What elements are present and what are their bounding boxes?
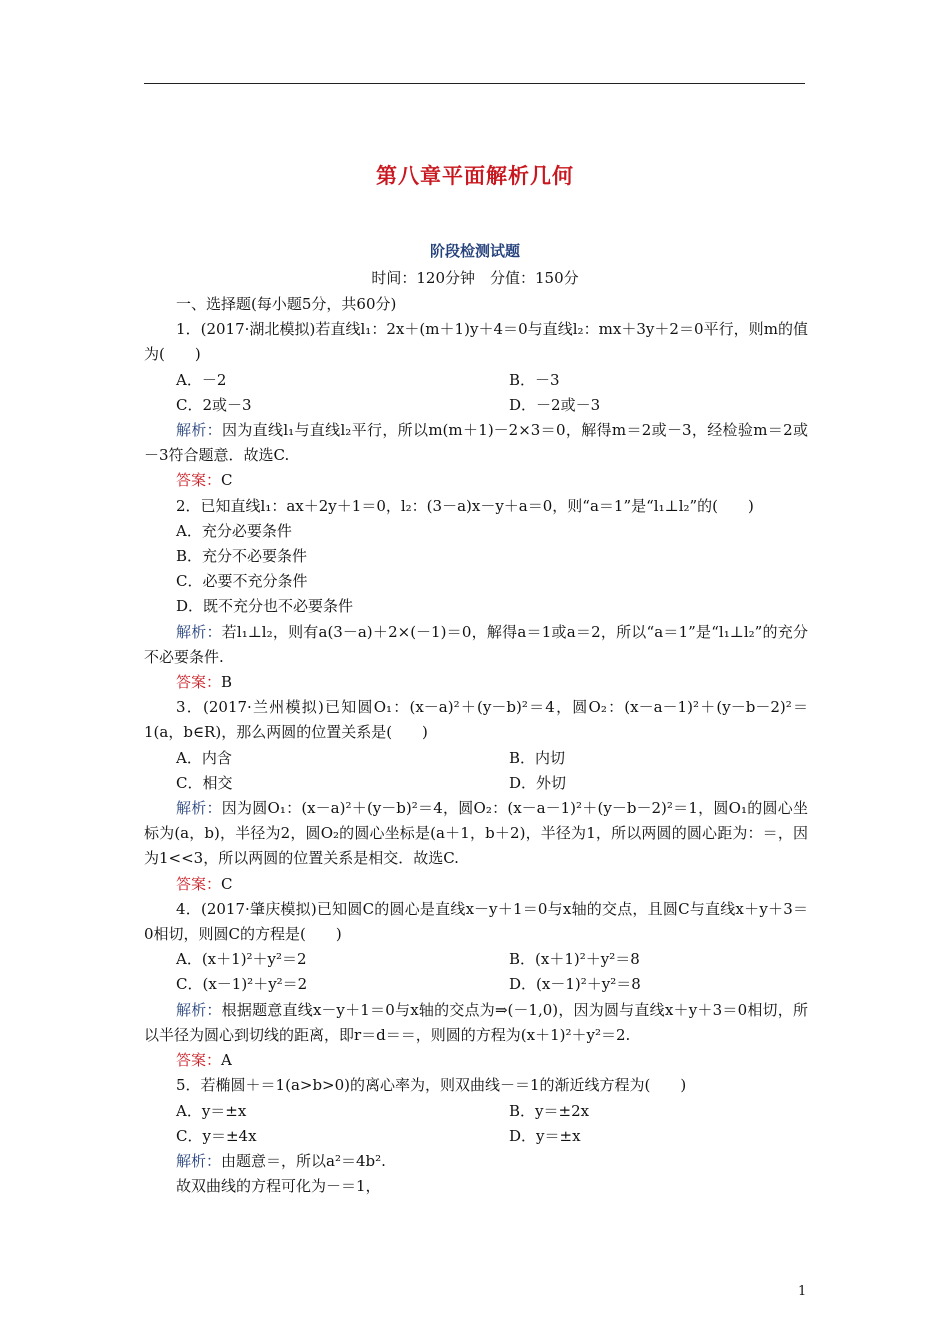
option-d: D．－2或－3 [509,395,601,414]
analysis-continuation: 故双曲线的方程可化为－＝1， [176,1177,381,1196]
option-row [144,746,808,771]
answer-label: 答案： [176,673,222,692]
option-row [144,947,808,972]
question-stem: 5．若椭圆＋＝1(a>b>0)的离心率为，则双曲线－＝1的渐近线方程为( ) [176,1076,687,1095]
option-row [144,771,808,796]
option-b: B．充分不必要条件 [176,547,308,566]
option-row [144,368,808,393]
option-row [144,393,808,418]
option-row [144,1099,808,1124]
analysis [144,1149,808,1174]
option-d: D．外切 [509,773,567,792]
analysis-label: 解析： [176,1151,222,1170]
option-c: C．必要不充分条件 [176,572,308,591]
option-b: B．－3 [509,370,560,389]
answer-label: 答案： [176,471,222,490]
option-b: B．y＝±2x [509,1101,590,1120]
answer [144,1048,808,1073]
analysis [144,418,808,468]
question-content [144,292,808,1199]
analysis-text: 由题意＝，所以a²＝4b². [221,1151,386,1170]
analysis-text: 因为直线l₁与直线l₂平行，所以m(m＋1)－2×3＝0，解得m＝2或－3，经检验m＝2或－3符合题意．故选C. [144,421,808,465]
option-a: A．充分必要条件 [176,521,292,540]
option-a: A．y＝±x [176,1101,247,1120]
option-b: B．(x＋1)²＋y²＝8 [509,950,640,969]
answer-value: A [221,1051,232,1070]
answer [144,872,808,897]
answer-value: C [221,874,233,893]
analysis-label: 解析： [176,622,222,641]
section-heading: 一、选择题(每小题5分，共60分) [176,295,397,313]
test-subtitle: 阶段检测试题 [429,242,520,260]
option-a: A．－2 [176,370,227,389]
analysis [144,796,808,872]
option-c: C．y＝±4x [176,1126,257,1145]
option-a: A．内含 [176,748,232,767]
option-row [144,1124,808,1149]
option-c: C．2或－3 [176,395,252,414]
analysis-label: 解析： [176,1000,222,1019]
analysis-text: 根据题意直线x－y＋1＝0与x轴的交点为⇒(－1,0)，因为圆与直线x＋y＋3＝0相切，所以半径为圆心到切线的距离，即r＝d＝＝，则圆的方程为(x＋1)²＋y²＝2. [144,1000,808,1044]
option-c: C．相交 [176,773,233,792]
question-stem: 1．(2017·湖北模拟)若直线l₁：2x＋(m＋1)y＋4＝0与直线l₂：mx＋3y＋2＝0平行，则m的值为( ) [144,320,808,364]
page-number: 1 [798,1284,807,1299]
analysis-text: 若l₁⊥l₂，则有a(3－a)＋2×(－1)＝0，解得a＝1或a＝2，所以“a＝1”是“l₁⊥l₂”的充分不必要条件. [144,622,808,666]
analysis-label: 解析： [176,421,223,440]
answer [144,468,808,493]
question-stem: 3．(2017·兰州模拟)已知圆O₁：(x－a)²＋(y－b)²＝4，圆O₂：(x－a－1)²＋(y－b－2)²＝1(a，b∈R)，那么两圆的位置关系是( ) [144,698,808,742]
analysis-label: 解析： [176,799,222,818]
analysis-text: 因为圆O₁：(x－a)²＋(y－b)²＝4，圆O₂：(x－a－1)²＋(y－b－2)²＝1，圆O₁的圆心坐标为(a，b)，半径为2，圆O₂的圆心坐标是(a＋1，b＋2)，半径为1，所以两圆的圆心距为：＝，因为1<<3，所以两圆的位置关系是相交．故选C. [144,799,808,868]
answer [144,670,808,695]
option-a: A．(x＋1)²＋y²＝2 [176,950,307,969]
question-stem: 4．(2017·肇庆模拟)已知圆C的圆心是直线x－y＋1＝0与x轴的交点，且圆C与直线x＋y＋3＝0相切，则圆C的方程是( ) [144,899,808,944]
option-d: D．既不充分也不必要条件 [176,597,354,616]
chapter-title: 第八章平面解析几何 [376,163,574,188]
answer-label: 答案： [176,874,222,893]
analysis [144,998,808,1048]
option-row [144,972,808,997]
option-b: B．内切 [509,748,566,767]
question-stem: 2．已知直线l₁：ax＋2y＋1＝0，l₂：(3－a)x－y＋a＝0，则“a＝1”是“l₁⊥l₂”的( ) [176,496,754,515]
option-c: C．(x－1)²＋y²＝2 [176,975,308,994]
analysis [144,620,808,670]
answer-label: 答案： [176,1051,222,1070]
header-rule [144,83,805,84]
option-d: D．y＝±x [509,1126,581,1145]
time-score-info: 时间：120分钟 分值：150分 [371,269,579,287]
option-d: D．(x－1)²＋y²＝8 [509,975,641,994]
answer-value: B [221,673,233,692]
answer-value: C [221,471,233,490]
